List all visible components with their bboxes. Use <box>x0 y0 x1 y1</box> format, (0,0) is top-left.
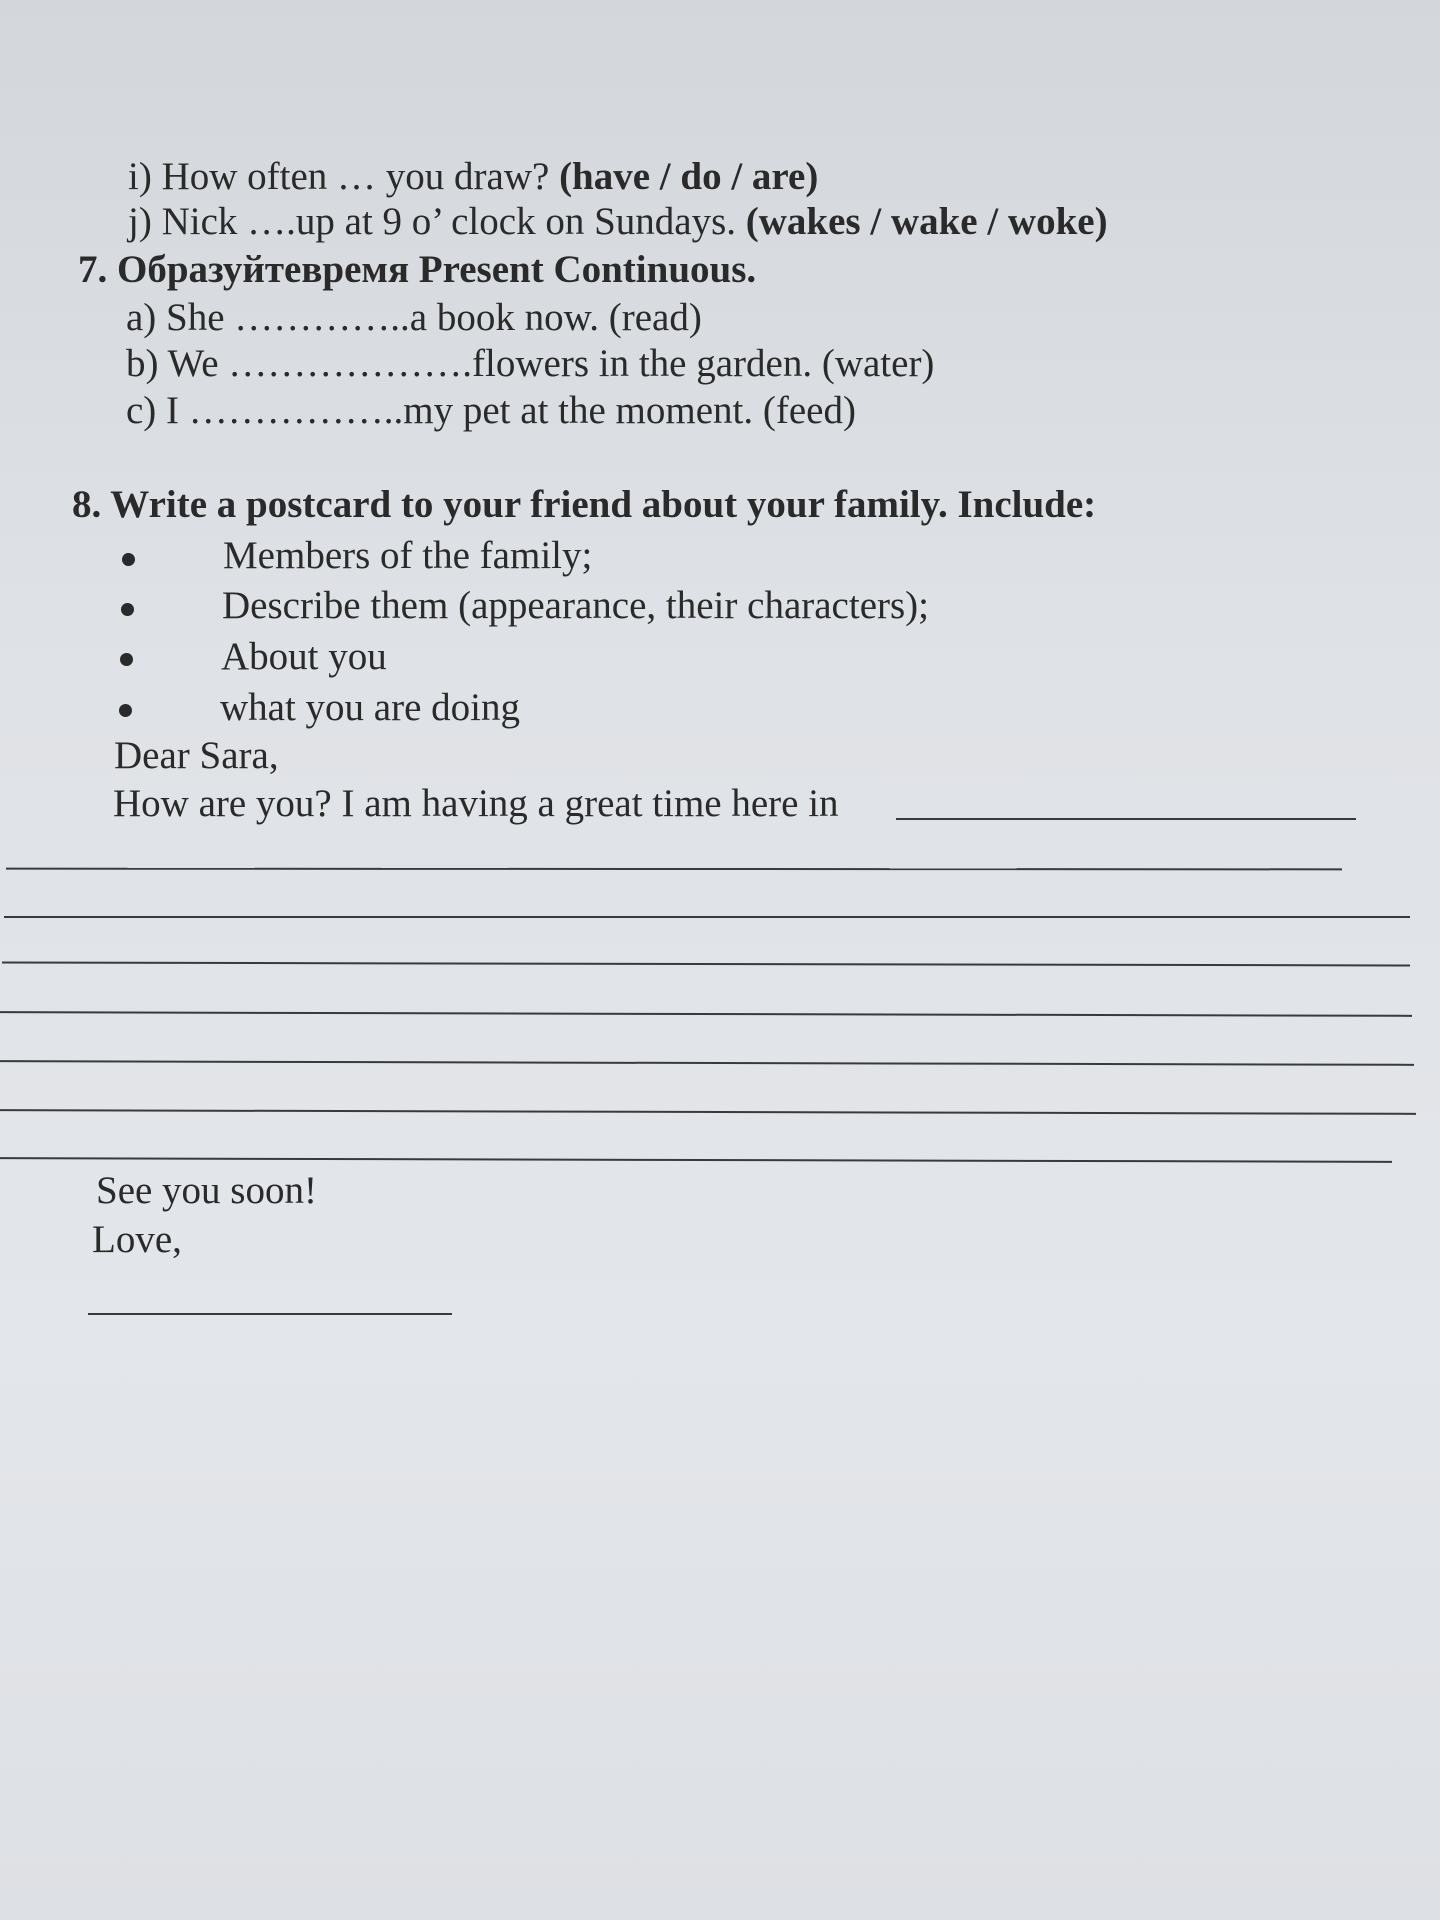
bullet-icon <box>122 553 135 566</box>
postcard-signoff: Love, <box>92 1218 182 1261</box>
exercise-8-heading: 8. Write a postcard to your friend about your family. Include: <box>72 483 1097 526</box>
writing-line[interactable] <box>2 962 1410 967</box>
writing-line[interactable] <box>0 1011 1412 1017</box>
postcard-greeting: Dear Sara, <box>114 734 279 777</box>
postcard-opening: How are you? I am having a great time here in <box>113 782 839 825</box>
exercise-7-heading: 7. Образуйтевремя Present Continuous. <box>78 248 757 291</box>
item-i-text: i) How often … you draw? <box>128 155 560 198</box>
writing-line[interactable] <box>0 1157 1392 1163</box>
exercise-7-item-a: a) She …………..a book now. (read) <box>126 296 702 339</box>
bullet-item-doing: what you are doing <box>220 686 521 729</box>
bullet-item-describe: Describe them (appearance, their characters); <box>222 584 929 627</box>
answer-blank-line[interactable] <box>896 818 1356 820</box>
writing-line[interactable] <box>6 868 1342 871</box>
bullet-item-about-you: About you <box>221 635 387 678</box>
item-j-text: j) Nick ….up at 9 o’ clock on Sundays. <box>128 200 746 243</box>
item-j-options: (wakes / wake / woke) <box>745 200 1108 243</box>
exercise-6-item-i <box>128 154 818 200</box>
exercise-7-item-c: c) I ……………..my pet at the moment. (feed) <box>126 389 856 432</box>
bullet-icon <box>120 653 133 666</box>
item-i-options: (have / do / are) <box>559 155 819 198</box>
writing-line[interactable] <box>4 916 1410 918</box>
postcard-closing: See you soon! <box>96 1169 317 1212</box>
signature-line[interactable] <box>88 1313 452 1315</box>
bullet-icon <box>119 704 132 717</box>
bullet-icon <box>121 603 134 616</box>
bullet-item-members: Members of the family; <box>223 534 593 577</box>
writing-line[interactable] <box>0 1109 1416 1115</box>
exercise-6-item-j <box>128 199 1108 245</box>
writing-line[interactable] <box>0 1060 1414 1066</box>
exercise-7-item-b: b) We ……………….flowers in the garden. (water) <box>126 342 935 385</box>
